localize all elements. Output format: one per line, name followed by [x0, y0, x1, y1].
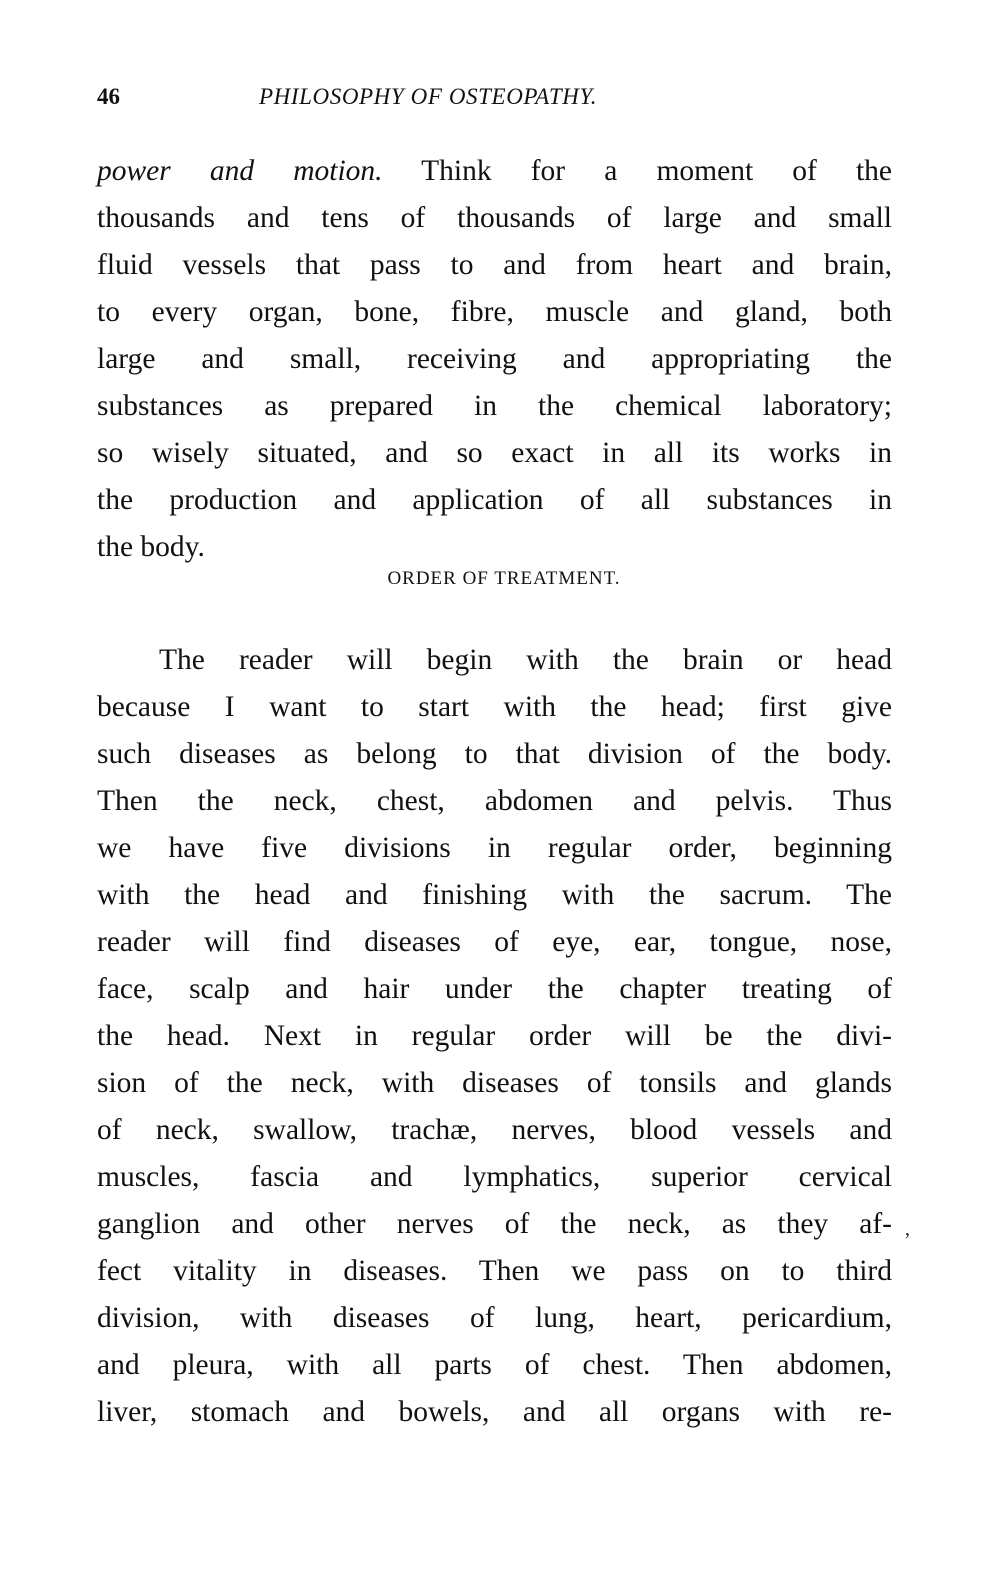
- text-line: sion of the neck, with diseases of tonsils and glands: [97, 1067, 892, 1099]
- page-header: [97, 84, 897, 120]
- text-line: muscles, fascia and lymphatics, superior cervical: [97, 1161, 892, 1193]
- text-line: because I want to start with the head; first give: [97, 691, 892, 723]
- text-line: and pleura, with all parts of chest. Then abdomen,: [97, 1349, 892, 1381]
- text-line: liver, stomach and bowels, and all organs with re-: [97, 1396, 892, 1428]
- text-line: the production and application of all substances in: [97, 484, 892, 516]
- text-line: fect vitality in diseases. Then we pass on to third: [97, 1255, 892, 1287]
- page-number: 46: [97, 84, 120, 109]
- text-line: the body.: [97, 531, 205, 563]
- stray-print-mark: ,: [905, 1218, 910, 1240]
- section-heading: ORDER OF TREATMENT.: [387, 568, 621, 589]
- text-line: division, with diseases of lung, heart, pericardium,: [97, 1302, 892, 1334]
- text-line: ganglion and other nerves of the neck, as they af-: [97, 1208, 892, 1240]
- text-line: [97, 148, 892, 195]
- line-rest: Think for a moment of the: [382, 155, 892, 187]
- paragraph-2: [97, 637, 892, 1436]
- running-title: PHILOSOPHY OF OSTEOPATHY.: [259, 84, 598, 109]
- text-line: substances as prepared in the chemical laboratory;: [97, 390, 892, 422]
- text-line: reader will find diseases of eye, ear, tongue, nose,: [97, 926, 892, 958]
- text-line: the head. Next in regular order will be the divi-: [97, 1020, 892, 1052]
- text-line: large and small, receiving and appropriating the: [97, 343, 892, 375]
- text-line: fluid vessels that pass to and from heart and brain,: [97, 249, 892, 281]
- text-line: The reader will begin with the brain or head: [159, 644, 892, 676]
- text-line: with the head and finishing with the sacrum. The: [97, 879, 892, 911]
- italic-phrase: power and motion.: [97, 155, 383, 187]
- text-line: face, scalp and hair under the chapter treating of: [97, 973, 892, 1005]
- text-line: thousands and tens of thousands of large and small: [97, 202, 892, 234]
- text-line: Then the neck, chest, abdomen and pelvis. Thus: [97, 785, 892, 817]
- text-line: such diseases as belong to that division of the body.: [97, 738, 892, 770]
- text-line: to every organ, bone, fibre, muscle and gland, both: [97, 296, 892, 328]
- paragraph-1: [97, 148, 892, 571]
- text-line: we have five divisions in regular order, beginning: [97, 832, 892, 864]
- text-line: of neck, swallow, trachæ, nerves, blood vessels and: [97, 1114, 892, 1146]
- text-line: so wisely situated, and so exact in all its works in: [97, 437, 892, 469]
